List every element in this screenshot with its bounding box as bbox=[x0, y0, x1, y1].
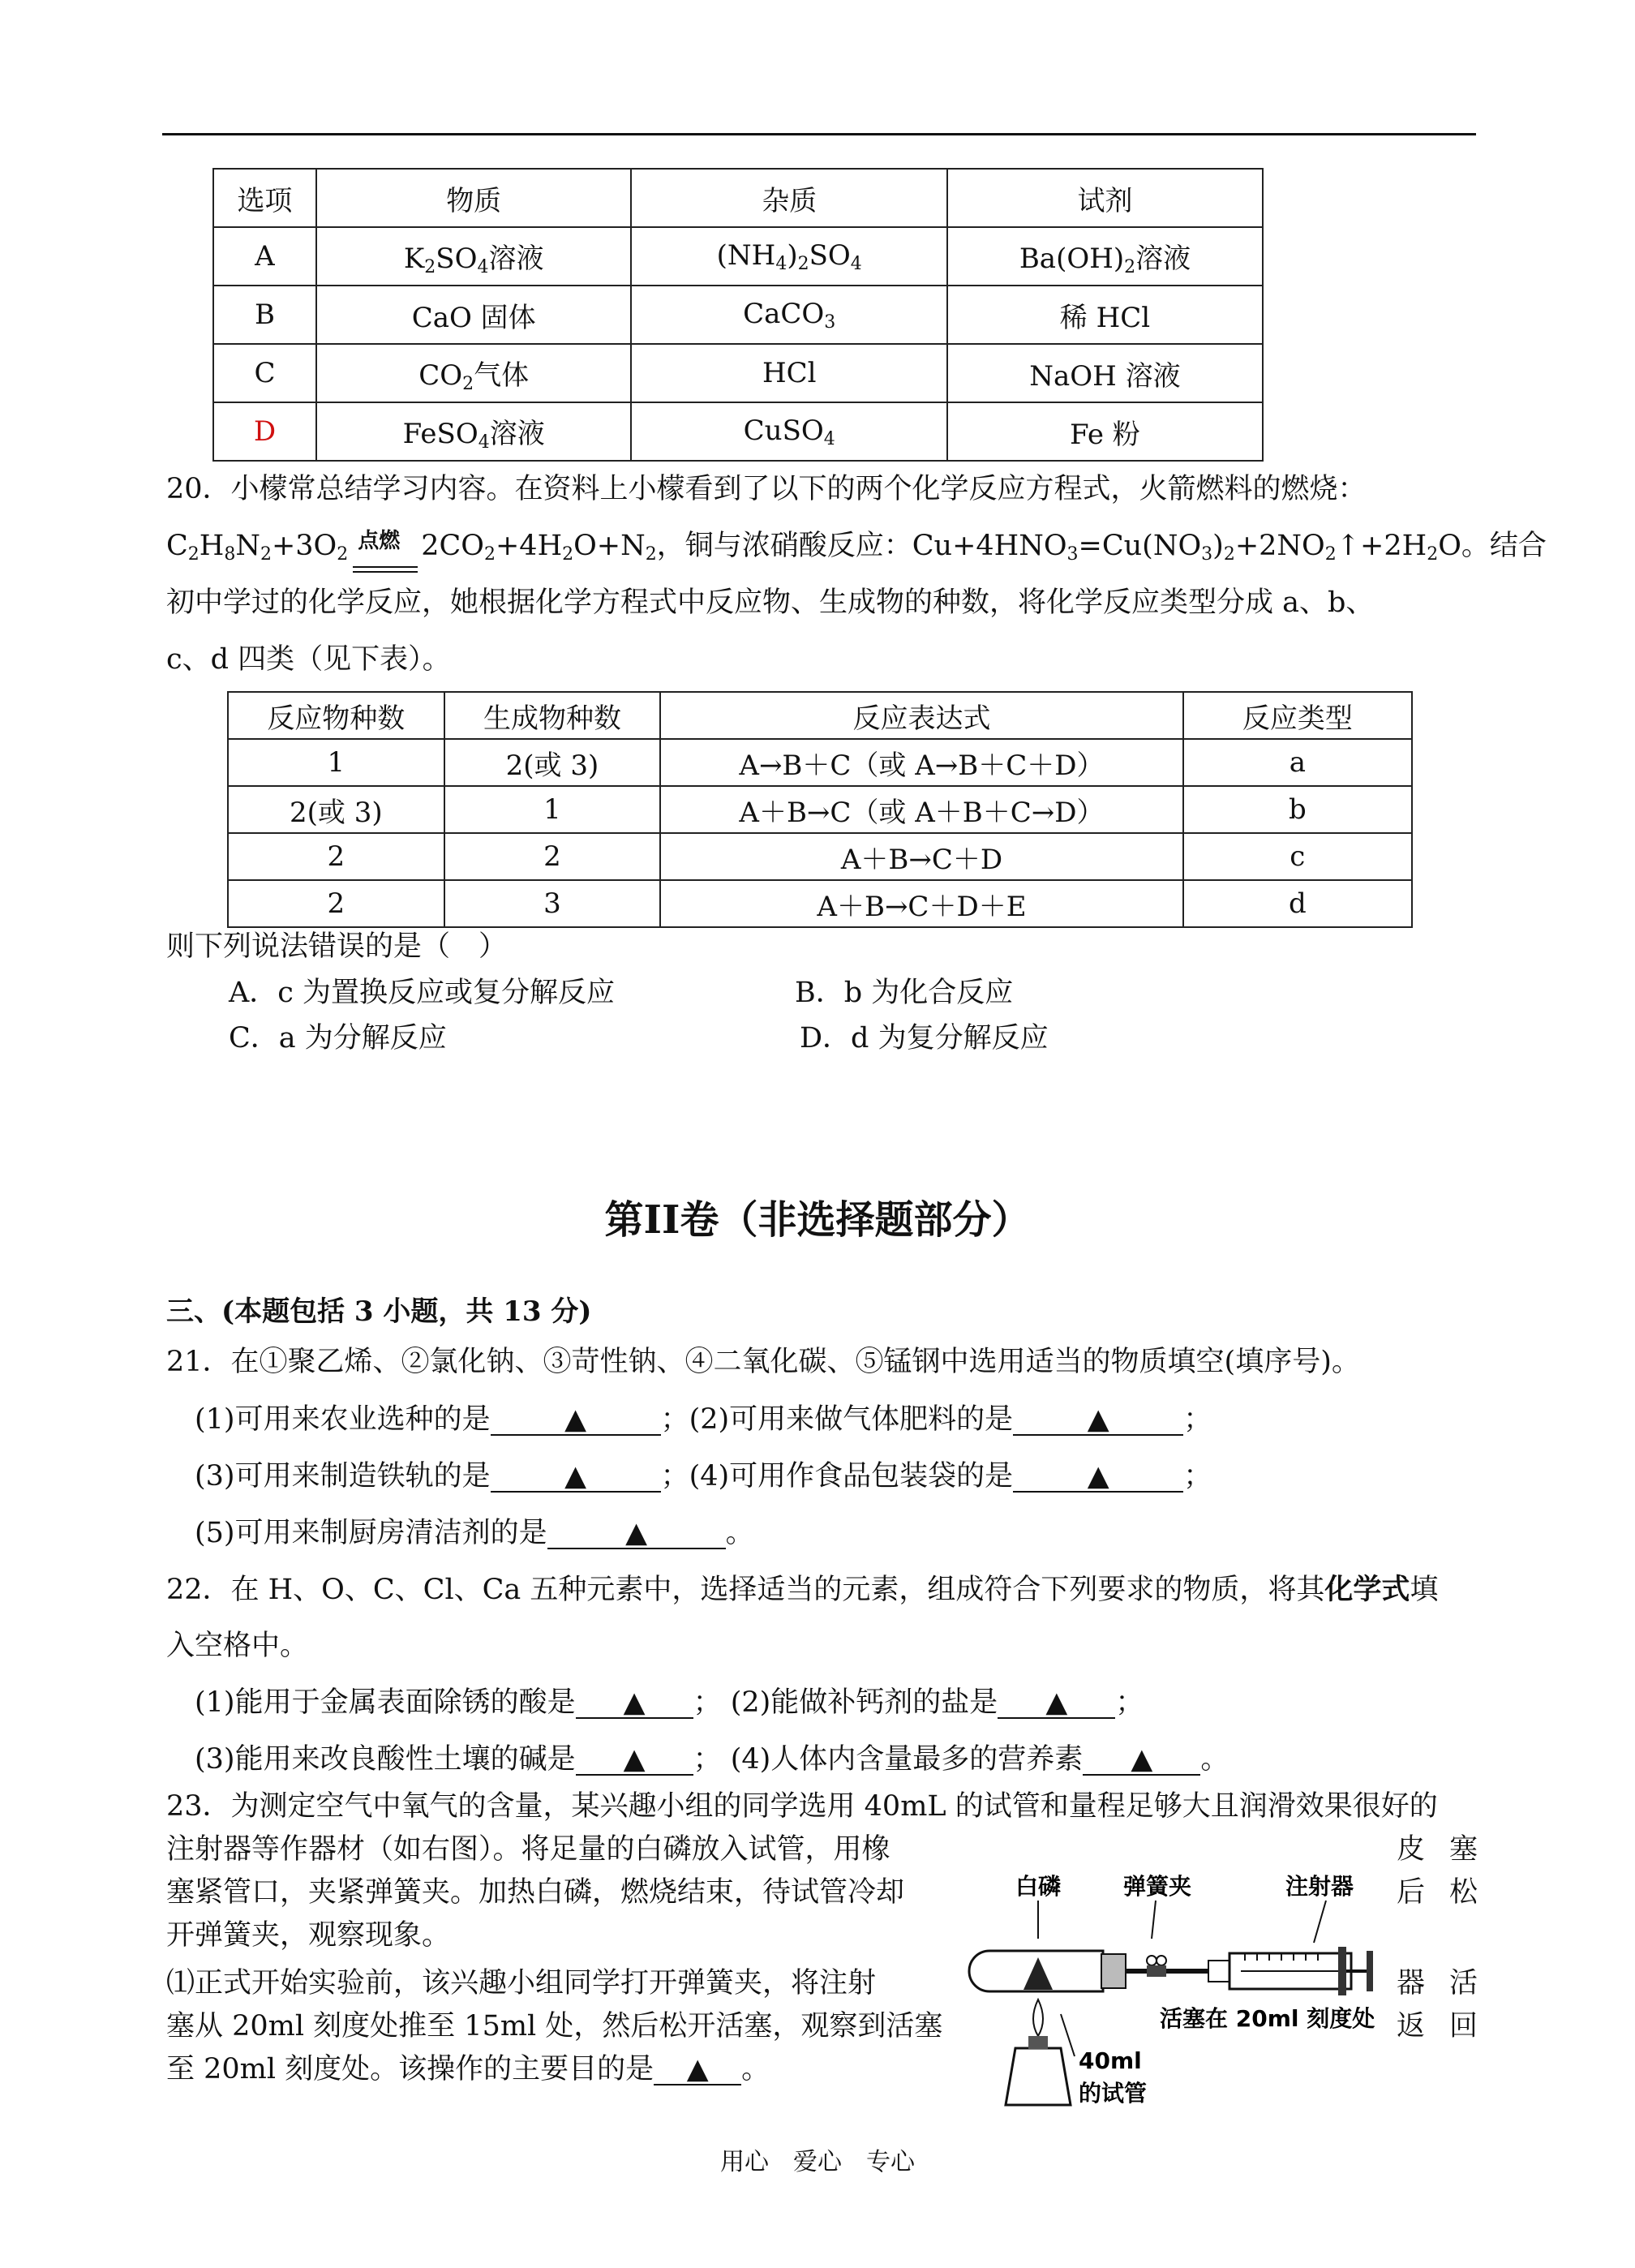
label-tube: 的试管 bbox=[1079, 2080, 1148, 2107]
q23-line6: 塞从 20ml 刻度处推至 15ml 处，然后松开活塞，观察到活塞 bbox=[166, 2010, 943, 2042]
table-cell: b bbox=[1183, 786, 1412, 833]
table-header: 反应物种数 bbox=[228, 692, 444, 739]
table-header: 生成物种数 bbox=[444, 692, 661, 739]
answer-blank[interactable]: ▲ bbox=[576, 1746, 693, 1776]
table-row bbox=[213, 227, 1263, 286]
table-cell: A＋B→C＋D bbox=[660, 833, 1182, 880]
table-header: 反应表达式 bbox=[660, 692, 1182, 739]
table-cell: A→B＋C（或 A→B＋C＋D） bbox=[660, 739, 1182, 786]
table-cell: d bbox=[1183, 880, 1412, 927]
apparatus-figure bbox=[957, 1870, 1379, 2129]
table-row bbox=[228, 880, 1412, 927]
spring-clip-icon bbox=[1147, 1956, 1166, 1977]
condition-label: 点燃 bbox=[358, 529, 401, 553]
impurity-cell: $(NH_4)_2SO_4$ bbox=[631, 227, 946, 286]
q22-line1: (1)能用于金属表面除锈的酸是 ▲ ； (2)能做补钙剂的盐是 ▲ ； bbox=[195, 1686, 1144, 1719]
q20-line4: c、d 四类（见下表）。 bbox=[166, 643, 451, 676]
table-cell: 2(或 3) bbox=[228, 786, 444, 833]
q22-line2: (3)能用来改良酸性土壤的碱是 ▲ ； (4)人体内含量最多的营养素 ▲ 。 bbox=[195, 1743, 1229, 1776]
page-footer: 用心 爱心 专心 bbox=[720, 2148, 915, 2176]
table-header-row bbox=[228, 692, 1412, 739]
table-header: 选项 bbox=[213, 169, 316, 227]
answer-blank[interactable]: ▲ bbox=[1083, 1746, 1200, 1776]
table-cell: 1 bbox=[228, 739, 444, 786]
answer-blank[interactable]: ▲ bbox=[654, 2055, 741, 2085]
substance-cell: CaO 固体 bbox=[316, 286, 632, 344]
syringe bbox=[1208, 1947, 1373, 1995]
q23-line4: 开弹簧夹，观察现象。 bbox=[166, 1919, 451, 1952]
q21-stem: 21．在①聚乙烯、②氯化钠、③苛性钠、④二氧化碳、⑤锰钢中选用适当的物质填空(填序号)。 bbox=[166, 1346, 1360, 1378]
option-cell: B bbox=[213, 286, 316, 344]
table-cell: 2(或 3) bbox=[444, 739, 661, 786]
impurity-cell: CaCO$_3$ bbox=[631, 286, 946, 344]
q23-side-text: 皮塞 bbox=[1397, 1833, 1503, 1866]
q23-side-text: 器活 bbox=[1397, 1967, 1503, 2000]
flame-icon bbox=[1033, 2000, 1043, 2036]
option-cell-answer: D bbox=[213, 402, 316, 461]
table-cell: c bbox=[1183, 833, 1412, 880]
table-header: 杂质 bbox=[631, 169, 946, 227]
q20-option-b: B．b 为化合反应 bbox=[795, 977, 1014, 1009]
q23-line5: ⑴正式开始实验前，该兴趣小组同学打开弹簧夹，将注射 bbox=[166, 1967, 877, 2000]
header-rule bbox=[162, 133, 1476, 135]
q20-question: 则下列说法错误的是（ ） bbox=[166, 930, 508, 963]
alcohol-lamp bbox=[1006, 2048, 1071, 2105]
table-row bbox=[213, 286, 1263, 344]
q23-side-text: 后松 bbox=[1397, 1876, 1503, 1909]
table-row bbox=[228, 786, 1412, 833]
table-row bbox=[228, 833, 1412, 880]
table-cell: 2 bbox=[228, 880, 444, 927]
answer-blank[interactable]: ▲ bbox=[1013, 1406, 1183, 1436]
q23-line7: 至 20ml 刻度处。该操作的主要目的是 ▲ 。 bbox=[166, 2053, 770, 2085]
table-header-row bbox=[213, 169, 1263, 227]
option-cell: A bbox=[213, 227, 316, 286]
q20-option-d: D．d 为复分解反应 bbox=[800, 1022, 1049, 1055]
q21-line2: (3)可用来制造铁轨的是 ▲ ；(4)可用作食品包装袋的是 ▲ ； bbox=[195, 1460, 1212, 1493]
q23-line3: 塞紧管口，夹紧弹簧夹。加热白磷，燃烧结束，待试管冷却 bbox=[166, 1876, 905, 1909]
option-cell: C bbox=[213, 344, 316, 402]
section-heading: 三、(本题包括 3 小题，共 13 分) bbox=[166, 1295, 592, 1328]
substance-cell: $K_2SO_4$溶液 bbox=[316, 227, 632, 286]
table-row bbox=[228, 739, 1412, 786]
label-white-phosphorus: 白磷 bbox=[1015, 1873, 1062, 1900]
reagent-cell: 稀 HCl bbox=[947, 286, 1263, 344]
table-cell: a bbox=[1183, 739, 1412, 786]
reagent-cell: Fe 粉 bbox=[947, 402, 1263, 461]
table-row bbox=[213, 344, 1263, 402]
q20-option-c: C．a 为分解反应 bbox=[229, 1022, 447, 1055]
answer-blank[interactable]: ▲ bbox=[576, 1689, 693, 1719]
q21-line3: (5)可用来制厨房清洁剂的是 ▲ 。 bbox=[195, 1517, 754, 1549]
reaction-type-table bbox=[227, 691, 1413, 928]
table-cell: 1 bbox=[444, 786, 661, 833]
label-tube-volume: 40ml bbox=[1079, 2047, 1142, 2074]
label-piston: 活塞在 20ml 刻度处 bbox=[1160, 2005, 1375, 2032]
impurity-table bbox=[212, 168, 1264, 462]
label-syringe: 注射器 bbox=[1285, 1873, 1354, 1900]
impurity-cell: CuSO$_4$ bbox=[631, 402, 946, 461]
substance-cell: $CO_2$气体 bbox=[316, 344, 632, 402]
table-header: 反应类型 bbox=[1183, 692, 1412, 739]
part2-title: 第II卷（非选择题部分） bbox=[604, 1197, 1031, 1243]
table-cell: 2 bbox=[228, 833, 444, 880]
substance-cell: FeSO$_4$溶液 bbox=[316, 402, 632, 461]
q20-line1: 20．小檬常总结学习内容。在资料上小檬看到了以下的两个化学反应方程式，火箭燃料的燃烧： bbox=[166, 473, 1367, 505]
q23-line1: 23．为测定空气中氧气的含量，某兴趣小组的同学选用 40mL 的试管和量程足够大且润滑效果很好的 bbox=[166, 1790, 1438, 1823]
q20-option-a: A．c 为置换反应或复分解反应 bbox=[229, 977, 616, 1009]
q20-equation-line: $C_2H_8N_2+3O_2$ 点燃 $2CO_2+4H_2O+N_2$，铜与浓硝酸反应：$Cu+4HNO_3=Cu(NO_3)_2+2NO_2↑+2H_2O$。结合 bbox=[166, 532, 1547, 564]
answer-blank[interactable]: ▲ bbox=[491, 1406, 661, 1436]
q23-side-text: 返回 bbox=[1397, 2010, 1503, 2042]
q23-line2: 注射器等作器材（如右图）。将足量的白磷放入试管，用橡 bbox=[166, 1833, 890, 1866]
answer-blank[interactable]: ▲ bbox=[547, 1519, 726, 1549]
phosphorus-pile bbox=[1023, 1957, 1053, 1990]
q22-stem: 22．在 H、O、C、Cl、Ca 五种元素中，选择适当的元素，组成符合下列要求的物质，将其化学式填 bbox=[166, 1573, 1439, 1606]
q20-line3: 初中学过的化学反应，她根据化学方程式中反应物、生成物的种数，将化学反应类型分成 a、b、 bbox=[166, 586, 1375, 619]
impurity-cell: HCl bbox=[631, 344, 946, 402]
table-row bbox=[213, 402, 1263, 461]
table-header: 试剂 bbox=[947, 169, 1263, 227]
q22-stem2: 入空格中。 bbox=[166, 1630, 309, 1662]
table-header: 物质 bbox=[316, 169, 632, 227]
answer-blank[interactable]: ▲ bbox=[1013, 1463, 1183, 1493]
table-cell: 2 bbox=[444, 833, 661, 880]
label-spring-clip: 弹簧夹 bbox=[1123, 1873, 1192, 1900]
reagent-cell: NaOH 溶液 bbox=[947, 344, 1263, 402]
answer-blank[interactable]: ▲ bbox=[998, 1689, 1115, 1719]
answer-blank[interactable]: ▲ bbox=[491, 1463, 661, 1493]
table-cell: A＋B→C＋D＋E bbox=[660, 880, 1182, 927]
q21-line1: (1)可用来农业选种的是 ▲ ；(2)可用来做气体肥料的是 ▲ ； bbox=[195, 1403, 1212, 1436]
reagent-cell: $Ba(OH)_2$溶液 bbox=[947, 227, 1263, 286]
table-cell: 3 bbox=[444, 880, 661, 927]
table-cell: A＋B→C（或 A＋B＋C→D） bbox=[660, 786, 1182, 833]
